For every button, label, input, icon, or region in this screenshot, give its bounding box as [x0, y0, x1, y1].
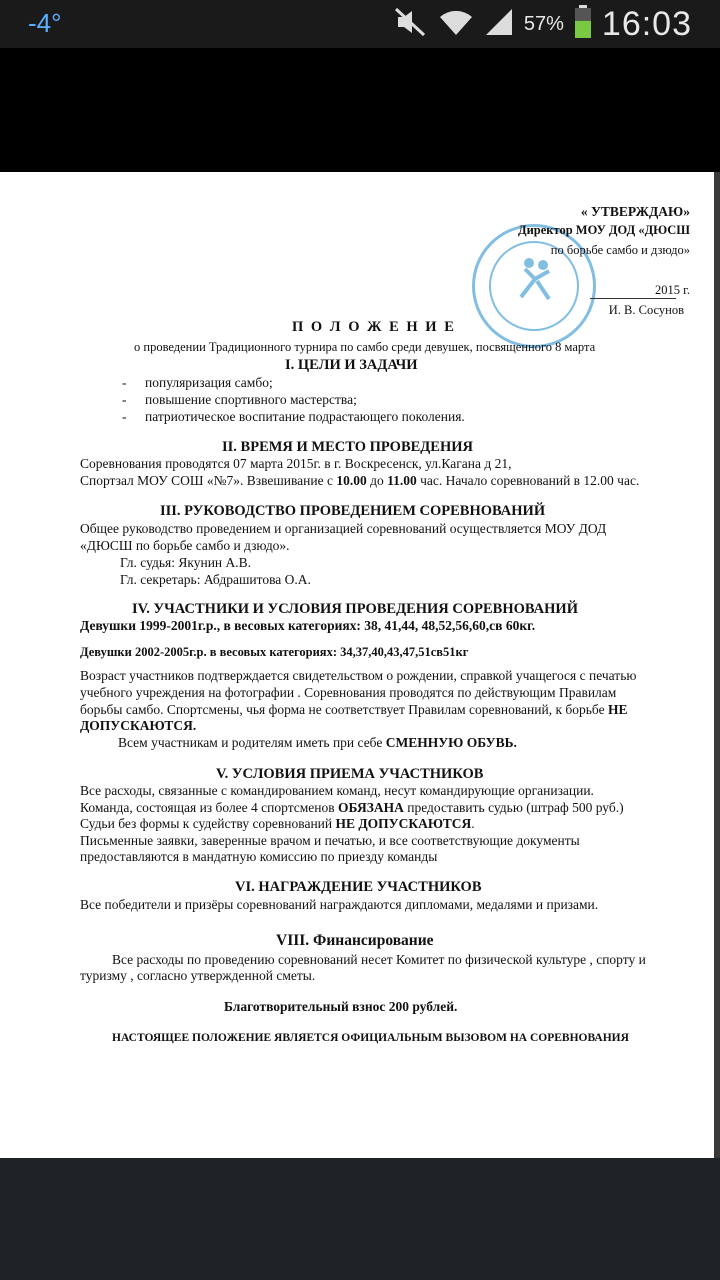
section-5-heading: V. УСЛОВИЯ ПРИЕМА УЧАСТНИКОВ — [216, 766, 484, 782]
doc-subtitle: о проведении Традиционного турнира по самбо среди девушек, посвященного 8 марта — [134, 340, 596, 354]
girls-group-1: Девушки 1999-2001г.р., в весовых категориях: 38, 41,44, 48,52,56,60,св 60кг. — [80, 618, 536, 633]
bullet: - — [122, 409, 127, 424]
section-1-heading: I. ЦЕЛИ И ЗАДАЧИ — [285, 357, 418, 373]
section-4-p4: ДОПУСКАЮТСЯ. — [80, 718, 197, 733]
section-3-line1: Общее руководство проведением и организацией соревнований осуществляется МОУ ДОД — [80, 521, 607, 536]
section-5-line1: Все расходы, связанные с командированием команд, несут командирующие организации. — [80, 783, 594, 798]
status-bar — [0, 0, 720, 48]
approve-line1: Директор МОУ ДОД «ДЮСШ — [517, 223, 690, 237]
image-viewer-background — [0, 48, 720, 172]
wifi-icon — [438, 7, 474, 42]
section-8-heading: VIII. Финансирование — [276, 932, 434, 949]
bullet: - — [122, 392, 127, 407]
approve-date: 2015 г. — [655, 283, 690, 297]
section-5-line5: предоставляются в мандатную комиссию по приезду команды — [80, 849, 438, 864]
page-edge-shadow — [714, 172, 720, 1158]
fee-note: Благотворительный взнос 200 рублей. — [224, 999, 458, 1014]
approve-line2: по борьбе самбо и дзюдо» — [550, 243, 690, 257]
section-4-p3: борьбы самбо. Спортсмены, чья форма не соответствует Правилам соревнований, к борьбе НЕ — [80, 702, 628, 717]
goal-item: повышение спортивного мастерства; — [145, 392, 357, 407]
temperature-label: -4° — [28, 8, 62, 38]
section-8-line1: Все расходы по проведению соревнований несет Комитет по физической культуре , спорту и — [112, 952, 646, 967]
section-8-line2: туризму , согласно утвержденной сметы. — [80, 968, 316, 983]
bullet: - — [122, 375, 127, 390]
clock: 16:03 — [601, 4, 692, 43]
document-image[interactable] — [0, 172, 714, 1158]
signal-icon — [484, 7, 514, 42]
section-2-line2: Спортзал МОУ СОШ «№7». Взвешивание с 10.00 до 11.00 час. Начало соревнований в 12.00 час. — [80, 473, 640, 488]
section-4-p2: учебного учреждения на фотографии . Соревнования проводятся по действующим Правилам — [80, 685, 617, 700]
goal-item: популяризация самбо; — [145, 375, 273, 390]
battery-percent: 57% — [523, 12, 564, 35]
section-2-heading: II. ВРЕМЯ И МЕСТО ПРОВЕДЕНИЯ — [222, 439, 473, 455]
wrestlers-emblem-icon — [515, 257, 555, 303]
section-3-heading: III. РУКОВОДСТВО ПРОВЕДЕНИЕМ СОРЕВНОВАНИЙ — [160, 503, 546, 519]
chief-judge: Гл. судья: Якунин А.В. — [120, 555, 252, 570]
battery-icon — [574, 5, 592, 44]
mute-icon — [394, 7, 428, 42]
girls-group-2: Девушки 2002-2005г.р. в весовых категориях: 34,37,40,43,47,51св51кг — [80, 645, 469, 659]
section-2-line1: Соревнования проводятся 07 марта 2015г. в г. Воскресенск, ул.Кагана д 21, — [80, 456, 512, 471]
final-note: НАСТОЯЩЕЕ ПОЛОЖЕНИЕ ЯВЛЯЕТСЯ ОФИЦИАЛЬНЫМ ВЫЗОВОМ НА СОРЕВНОВАНИЯ — [112, 1032, 629, 1044]
viewer-bottom-area — [0, 1158, 720, 1280]
section-6-heading: VI. НАГРАЖДЕНИЕ УЧАСТНИКОВ — [235, 879, 482, 895]
section-6-line1: Все победители и призёры соревнований награждаются дипломами, медалями и призами. — [80, 897, 599, 912]
chief-secretary: Гл. секретарь: Абдрашитова О.А. — [120, 572, 311, 587]
section-4-heading: IV. УЧАСТНИКИ И УСЛОВИЯ ПРОВЕДЕНИЯ СОРЕВНОВАНИЙ — [132, 601, 578, 617]
signature-line — [590, 298, 676, 299]
doc-title: П О Л О Ж Е Н И Е — [292, 319, 456, 335]
approve-title: « УТВЕРЖДАЮ» — [580, 204, 690, 219]
section-5-line4: Письменные заявки, заверенные врачом и печатью, и все соответствующие документы — [80, 833, 580, 848]
section-5-line2: Команда, состоящая из более 4 спортсменов ОБЯЗАНА предоставить судью (штраф 500 руб.) — [80, 800, 624, 815]
goal-item: патриотическое воспитание подрастающего поколения. — [145, 409, 465, 424]
section-5-line3: Судьи без формы к судейству соревнований НЕ ДОПУСКАЮТСЯ. — [80, 816, 475, 831]
approve-name: И. В. Сосунов — [608, 303, 684, 317]
section-4-p5: Всем участникам и родителям иметь при себе СМЕННУЮ ОБУВЬ. — [118, 735, 517, 750]
section-4-p1: Возраст участников подтверждается свидетельством о рождении, справкой учащегося с печатью — [80, 668, 637, 683]
section-3-line2: «ДЮСШ по борьбе самбо и дзюдо». — [80, 538, 290, 553]
